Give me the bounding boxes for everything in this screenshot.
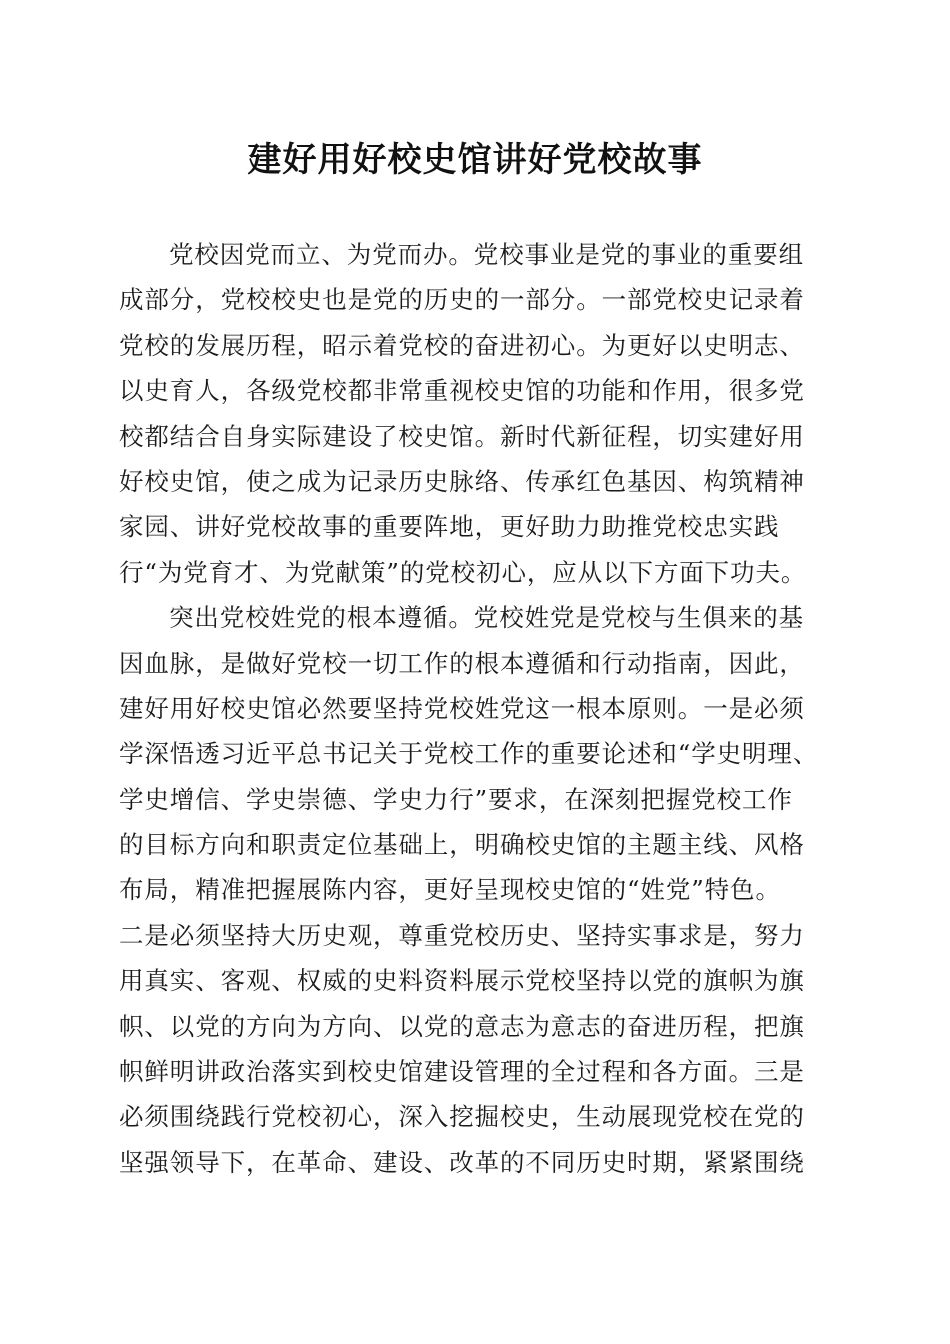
paragraph-line: 用真实、客观、权威的史料资料展示党校坚持以党的旗帜为旗 bbox=[119, 966, 805, 996]
document-body bbox=[119, 232, 839, 1185]
paragraph-line: 因血脉，是做好党校一切工作的根本遵循和行动指南，因此， bbox=[119, 648, 805, 678]
paragraph-line: 二是必须坚持大历史观，尊重党校历史、坚持实事求是，努力 bbox=[119, 920, 805, 950]
paragraph-line: 帜鲜明讲政治落实到校史馆建设管理的全过程和各方面。三是 bbox=[119, 1057, 805, 1087]
paragraph-line: 学史增信、学史崇德、学史力行”要求，在深刻把握党校工作 bbox=[119, 784, 793, 814]
paragraph-line: 突出党校姓党的根本遵循。党校姓党是党校与生俱来的基 bbox=[169, 603, 804, 633]
paragraph-line: 好校史馆，使之成为记录历史脉络、传承红色基因、构筑精神 bbox=[119, 466, 805, 496]
document-title: 建好用好校史馆讲好党校故事 bbox=[247, 140, 703, 180]
paragraph-line: 坚强领导下，在革命、建设、改革的不同历史时期，紧紧围绕 bbox=[119, 1147, 805, 1177]
paragraph-line: 布局，精准把握展陈内容，更好呈现校史馆的“姓党”特色。 bbox=[119, 875, 781, 905]
paragraph-line: 学深悟透习近平总书记关于党校工作的重要论述和“学史明理、 bbox=[119, 739, 819, 769]
paragraph-line: 帜、以党的方向为方向、以党的意志为意志的奋进历程，把旗 bbox=[119, 1011, 805, 1041]
paragraph-line: 家园、讲好党校故事的重要阵地，更好助力助推党校忠实践 bbox=[119, 512, 780, 542]
paragraph-line: 成部分，党校校史也是党的历史的一部分。一部党校史记录着 bbox=[119, 285, 805, 315]
paragraph-line: 党校的发展历程，昭示着党校的奋进初心。为更好以史明志、 bbox=[119, 330, 805, 360]
paragraph-line: 建好用好校史馆必然要坚持党校姓党这一根本原则。一是必须 bbox=[119, 693, 805, 723]
paragraph-line: 的目标方向和职责定位基础上，明确校史馆的主题主线、风格 bbox=[119, 830, 805, 860]
paragraph-line: 校都结合自身实际建设了校史馆。新时代新征程，切实建好用 bbox=[119, 421, 805, 451]
paragraph-line: 党校因党而立、为党而办。党校事业是党的事业的重要组 bbox=[169, 240, 804, 269]
paragraph-line: 必须围绕践行党校初心，深入挖掘校史，生动展现党校在党的 bbox=[119, 1102, 805, 1132]
paragraph-line: 行“为党育才、为党献策”的党校初心，应从以下方面下功夫。 bbox=[119, 557, 807, 587]
paragraph-line: 以史育人，各级党校都非常重视校史馆的功能和作用，很多党 bbox=[119, 376, 805, 406]
